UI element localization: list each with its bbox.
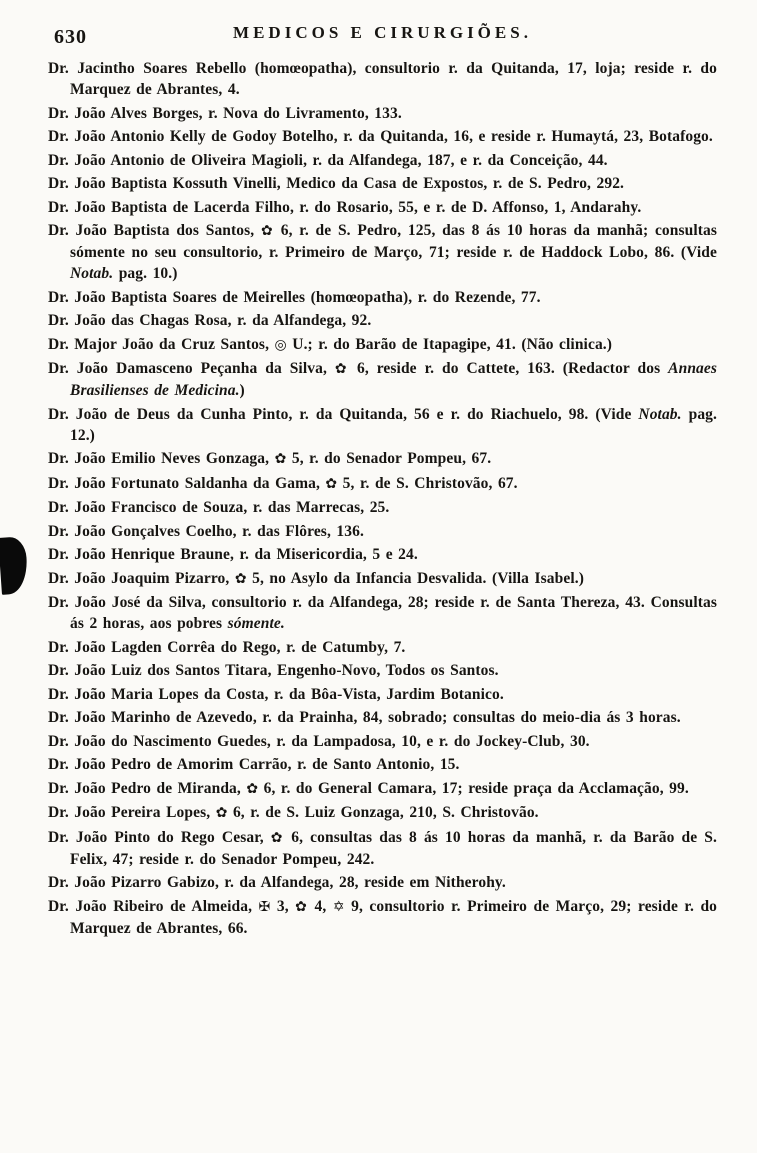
entry-text: 3, <box>270 897 296 915</box>
page-header <box>48 20 717 54</box>
entry-text: 4, <box>307 897 333 915</box>
directory-entry <box>48 568 717 590</box>
entry-text: sómente. <box>227 615 285 632</box>
entry-text: Dr. João Antonio de Oliveira Magioli, r. da Alfandega, 187, e r. da Conceição, 44. <box>48 151 608 169</box>
entry-text: pag. 10.) <box>113 265 178 282</box>
entry-text: 6, r. de S. Pedro, 125, das 8 ás 10 horas da manhã; consultas sómente no seu consultorio, r. Primeiro de Março, 71; reside r. de Haddock Lobo, 86. (Vide <box>70 222 718 261</box>
entry-text: Dr. João das Chagas Rosa, r. da Alfandega, 92. <box>48 312 372 329</box>
entry-text: Dr. João Lagden Corrêa do Rego, r. de Catumby, 7. <box>48 638 406 656</box>
entry-text: Dr. João Maria Lopes da Costa, r. da Bôa-Vista, Jardim Botanico. <box>48 685 504 703</box>
entry-text: 5, r. de S. Christovão, 67. <box>337 474 518 492</box>
entry-text: Dr. João Ribeiro de Almeida, <box>48 897 259 915</box>
directory-entry <box>48 358 717 401</box>
six-pointed-star-icon: ✡ <box>332 898 345 915</box>
entry-text: Dr. João Pedro de Amorim Carrão, r. de Santo Antonio, 15. <box>48 756 460 773</box>
entry-text: Notab. <box>638 405 682 423</box>
entry-text: Dr. João Baptista Soares de Meirelles (homœopatha), r. do Rezende, 77. <box>48 288 541 306</box>
directory-entry <box>48 126 717 147</box>
directory-entry <box>48 778 717 800</box>
directory-entry <box>48 684 717 705</box>
directory-entry <box>48 707 717 728</box>
order-rosette-icon: ✿ <box>295 898 308 915</box>
directory-entry <box>48 660 717 681</box>
entry-text: Dr. João Pizarro Gabizo, r. da Alfandega, 28, reside em Nitherohy. <box>48 874 506 891</box>
directory-entry <box>48 731 717 752</box>
order-rosette-icon: ✿ <box>274 451 287 467</box>
directory-entry <box>48 872 717 893</box>
entry-text: 6, r. do General Camara, 17; reside praça da Acclamação, 99. <box>258 779 689 797</box>
directory-entry <box>48 896 717 939</box>
directory-entry <box>48 103 717 124</box>
entry-text: Dr. João José da Silva, consultorio r. da Alfandega, 28; reside r. de Santa Thereza, 43. Consultas ás 2 horas, aos pobres <box>48 594 717 632</box>
entry-text: Dr. João Damasceno Peçanha da Silva, <box>48 360 335 377</box>
directory-entry <box>48 448 717 470</box>
directory-entry <box>48 521 717 542</box>
page-number: 630 <box>54 26 87 48</box>
directory-entry <box>48 473 717 495</box>
entry-text: Dr. João Henrique Braune, r. da Misericordia, 5 e 24. <box>48 546 418 563</box>
entry-text: Dr. João Marinho de Azevedo, r. da Prainha, 84, sobrado; consultas do meio-dia ás 3 horas. <box>48 709 681 726</box>
entry-text: U.; r. do Barão de Itapagipe, 41. (Não clinica.) <box>286 335 613 353</box>
directory-entry <box>48 544 717 565</box>
entry-text: Dr. Jacintho Soares Rebello (homœopatha), consultorio r. da Quitanda, 17, loja; reside r. do Marquez de Abrantes, 4. <box>48 60 717 98</box>
entry-text: Dr. João Alves Borges, r. Nova do Livramento, 133. <box>48 104 402 122</box>
double-circle-icon: ◎ <box>274 336 287 353</box>
directory-entry <box>48 827 717 870</box>
entry-text: Notab. <box>70 265 114 282</box>
entry-text: 6, r. de S. Luiz Gonzaga, 210, S. Christovão. <box>227 804 539 821</box>
order-rosette-icon: ✿ <box>270 829 285 846</box>
directory-entry <box>48 592 717 634</box>
entry-text: ) <box>239 382 245 399</box>
entry-text: Dr. João Francisco de Souza, r. das Marrecas, 25. <box>48 499 390 516</box>
ink-blot-artifact <box>0 536 29 595</box>
order-rosette-icon: ✿ <box>260 223 275 239</box>
directory-entry <box>48 497 717 518</box>
maltese-cross-icon: ✠ <box>258 898 271 915</box>
order-rosette-icon: ✿ <box>325 475 338 492</box>
order-rosette-icon: ✿ <box>334 361 350 377</box>
entry-text: Dr. João Antonio Kelly de Godoy Botelho, r. da Quitanda, 16, e reside r. Humaytá, 23, Botafogo. <box>48 128 713 145</box>
order-rosette-icon: ✿ <box>246 780 259 797</box>
directory-entry <box>48 404 717 446</box>
entry-text: 9, consultorio r. Primeiro de Março, 29; reside r. do Marquez de Abrantes, 66. <box>70 897 718 937</box>
entry-text: Dr. Major João da Cruz Santos, <box>48 335 275 353</box>
page-title: MEDICOS E CIRURGIÕES. <box>233 23 532 42</box>
entry-text: Dr. João Gonçalves Coelho, r. das Flôres, 136. <box>48 522 364 540</box>
directory-entry <box>48 220 717 284</box>
entry-text: 5, r. do Senador Pompeu, 67. <box>286 450 492 467</box>
order-rosette-icon: ✿ <box>215 805 228 821</box>
entry-text: Dr. João Emilio Neves Gonzaga, <box>48 450 275 467</box>
entry-text: Dr. João Luiz dos Santos Titara, Engenho-Novo, Todos os Santos. <box>48 662 499 679</box>
entry-text: Dr. João Baptista dos Santos, <box>48 222 261 239</box>
entry-text: Dr. João Pinto do Rego Cesar, <box>48 828 271 846</box>
entry-text: pag. 12.) <box>70 405 717 444</box>
directory-entry <box>48 637 717 658</box>
entry-text: Dr. João de Deus da Cunha Pinto, r. da Quitanda, 56 e r. do Riachuelo, 98. (Vide <box>48 405 639 423</box>
directory-entry <box>48 754 717 775</box>
directory-entry <box>48 334 717 356</box>
entry-text: Dr. João do Nascimento Guedes, r. da Lampadosa, 10, e r. do Jockey-Club, 30. <box>48 732 590 750</box>
entry-text: Dr. João Joaquim Pizarro, <box>48 569 235 587</box>
directory-entry <box>48 310 717 331</box>
directory-entry <box>48 287 717 308</box>
entry-text: Annaes Brasilienses de Medicina. <box>70 360 718 399</box>
order-rosette-icon: ✿ <box>234 570 247 587</box>
directory-entry <box>48 197 717 218</box>
entry-text: Dr. João Baptista Kossuth Vinelli, Medico da Casa de Expostos, r. de S. Pedro, 292. <box>48 175 625 192</box>
entry-text: 6, reside r. do Cattete, 163. (Redactor dos <box>349 360 669 377</box>
directory-entries <box>48 58 717 939</box>
entry-text: Dr. João Pedro de Miranda, <box>48 779 247 797</box>
entry-text: 5, no Asylo da Infancia Desvalida. (Villa Isabel.) <box>246 569 584 587</box>
entry-text: Dr. João Baptista de Lacerda Filho, r. do Rosario, 55, e r. de D. Affonso, 1, Andarahy. <box>48 198 642 216</box>
directory-entry <box>48 150 717 171</box>
entry-text: Dr. João Pereira Lopes, <box>48 804 216 821</box>
entry-text: 6, consultas das 8 ás 10 horas da manhã, r. da Barão de S. Felix, 47; reside r. do Senador Pompeu, 242. <box>70 828 717 868</box>
directory-entry <box>48 802 717 824</box>
entry-text: Dr. João Fortunato Saldanha da Gama, <box>48 474 326 492</box>
directory-entry <box>48 58 717 100</box>
directory-entry <box>48 173 717 194</box>
